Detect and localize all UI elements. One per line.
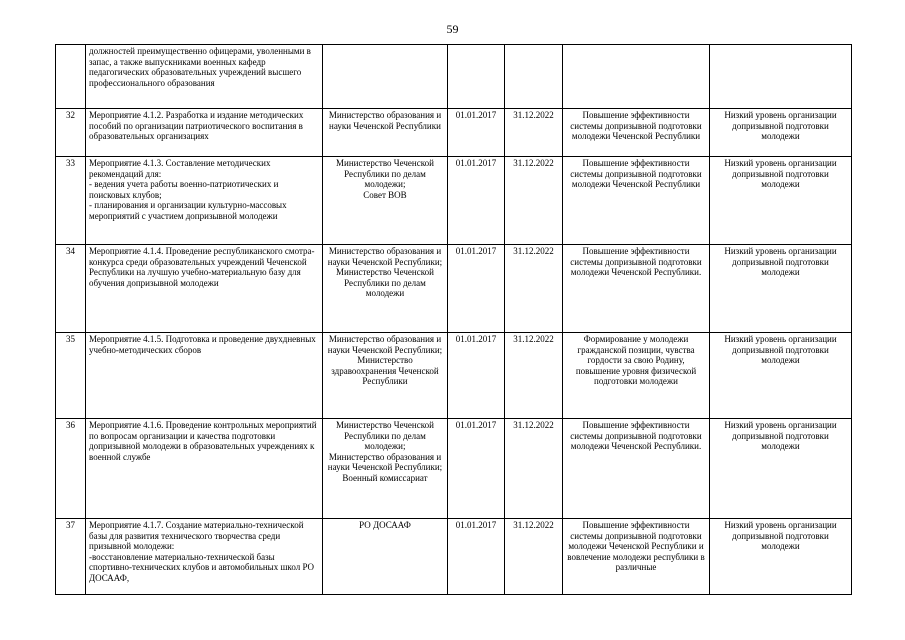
row-number: 35 <box>56 333 86 419</box>
table-row <box>56 45 852 109</box>
activity-cell: Мероприятие 4.1.2. Разработка и издание методических пособий по организации патриотического воспитания в образовательных организациях <box>86 109 323 157</box>
start-date-cell: 01.01.2017 <box>448 157 505 245</box>
result-cell: Повышение эффективности системы допризывной подготовки молодежи Чеченской Республики <box>563 109 710 157</box>
activity-cell: Мероприятие 4.1.5. Подготовка и проведение двухдневных учебно-методических сборов <box>86 333 323 419</box>
consequence-cell: Низкий уровень организации допризывной подготовки молодежи <box>710 245 852 333</box>
consequence-cell <box>710 45 852 109</box>
table-row <box>56 519 852 595</box>
row-number: 37 <box>56 519 86 595</box>
start-date-cell: 01.01.2017 <box>448 419 505 519</box>
end-date-cell: 31.12.2022 <box>505 419 563 519</box>
row-number: 36 <box>56 419 86 519</box>
activity-cell: Мероприятие 4.1.6. Проведение контрольных мероприятий по вопросам организации и качества подготовки допризывной молодежи в образовательных учреждениях к военной службе <box>86 419 323 519</box>
activity-cell: Мероприятие 4.1.7. Создание материально-технической базы для развития технического творчества среди призывной молодежи: -восстановление материально-технической базы спортивно-технических клубов и автомобильных школ РО ДОСААФ, <box>86 519 323 595</box>
start-date-cell: 01.01.2017 <box>448 109 505 157</box>
result-cell: Повышение эффективности системы допризывной подготовки молодежи Чеченской Республики и вовлечение молодежи республики в различные <box>563 519 710 595</box>
consequence-cell: Низкий уровень организации допризывной подготовки молодежи <box>710 333 852 419</box>
executor-cell: Министерство Чеченской Республики по делам молодежи; Министерство образования и науки Чеченской Республики; Военный комиссариат <box>323 419 448 519</box>
executor-cell: Министерство образования и науки Чеченской Республики; Министерство здравоохранения Чеченской Республики <box>323 333 448 419</box>
end-date-cell: 31.12.2022 <box>505 157 563 245</box>
executor-cell <box>323 45 448 109</box>
start-date-cell: 01.01.2017 <box>448 245 505 333</box>
activity-cell: Мероприятие 4.1.4. Проведение республиканского смотра-конкурса среди образовательных учреждений Чеченской Республики на лучшую учебно-материальную базу для обучения допризывной молодежи <box>86 245 323 333</box>
table-row <box>56 245 852 333</box>
executor-cell: РО ДОСААФ <box>323 519 448 595</box>
end-date-cell <box>505 45 563 109</box>
row-number <box>56 45 86 109</box>
table-row <box>56 333 852 419</box>
executor-cell: Министерство образования и науки Чеченской Республики <box>323 109 448 157</box>
table-row <box>56 157 852 245</box>
result-cell: Формирование у молодежи гражданской позиции, чувства гордости за свою Родину, повышение уровня физической подготовки молодежи <box>563 333 710 419</box>
start-date-cell: 01.01.2017 <box>448 519 505 595</box>
row-number: 32 <box>56 109 86 157</box>
result-cell: Повышение эффективности системы допризывной подготовки молодежи Чеченской Республики. <box>563 245 710 333</box>
consequence-cell: Низкий уровень организации допризывной подготовки молодежи <box>710 109 852 157</box>
end-date-cell: 31.12.2022 <box>505 519 563 595</box>
activity-cell: должностей преимущественно офицерами, уволенными в запас, а также выпускниками военных кафедр педагогических образовательных учреждений высшего профессионального образования <box>86 45 323 109</box>
row-number: 33 <box>56 157 86 245</box>
row-number: 34 <box>56 245 86 333</box>
result-cell: Повышение эффективности системы допризывной подготовки молодежи Чеченской Республики <box>563 157 710 245</box>
result-cell: Повышение эффективности системы допризывной подготовки молодежи Чеченской Республики. <box>563 419 710 519</box>
end-date-cell: 31.12.2022 <box>505 245 563 333</box>
consequence-cell: Низкий уровень организации допризывной подготовки молодежи <box>710 519 852 595</box>
page-number: 59 <box>446 22 459 36</box>
consequence-cell: Низкий уровень организации допризывной подготовки молодежи <box>710 157 852 245</box>
consequence-cell: Низкий уровень организации допризывной подготовки молодежи <box>710 419 852 519</box>
start-date-cell: 01.01.2017 <box>448 333 505 419</box>
executor-cell: Министерство образования и науки Чеченской Республики; Министерство Чеченской Республики по делам молодежи <box>323 245 448 333</box>
table-row <box>56 419 852 519</box>
end-date-cell: 31.12.2022 <box>505 109 563 157</box>
measures-table <box>55 44 852 595</box>
activity-cell: Мероприятие 4.1.3. Составление методических рекомендаций для: - ведения учета работы военно-патриотических и поисковых клубов; - планирования и организации культурно-массовых мероприятий с участием допризывной молодежи <box>86 157 323 245</box>
end-date-cell: 31.12.2022 <box>505 333 563 419</box>
start-date-cell <box>448 45 505 109</box>
executor-cell: Министерство Чеченской Республики по делам молодежи; Совет ВОВ <box>323 157 448 245</box>
result-cell <box>563 45 710 109</box>
table-row <box>56 109 852 157</box>
